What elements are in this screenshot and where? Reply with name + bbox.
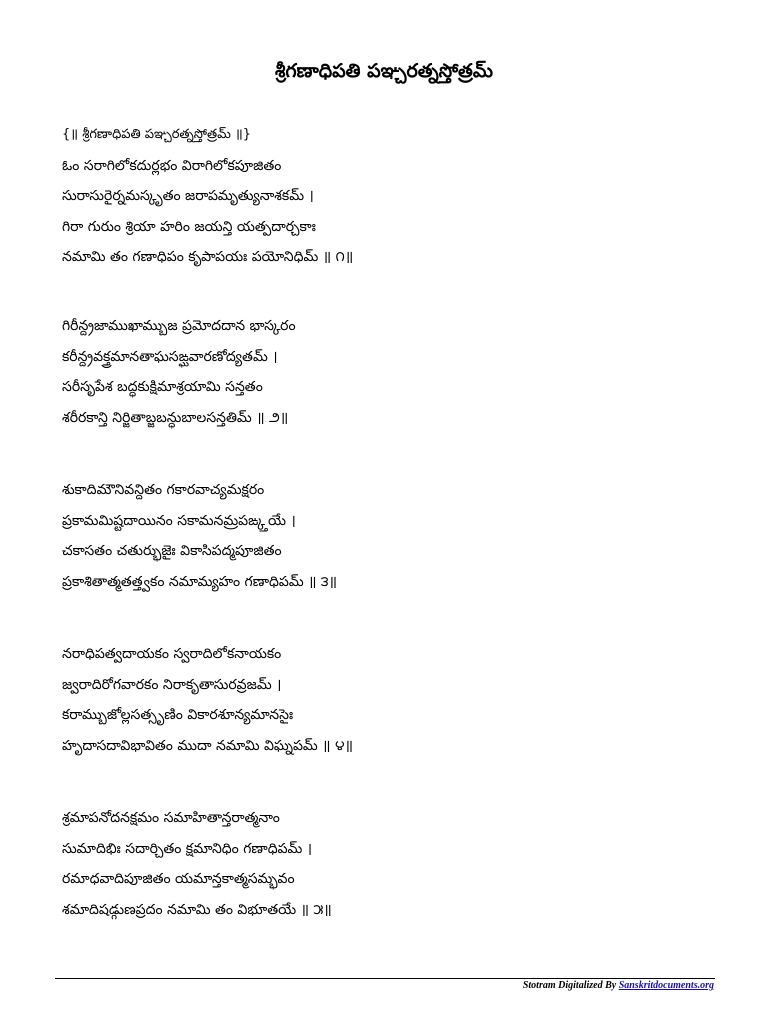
verse-1 <box>62 120 722 273</box>
verse-line: ప్రకాశితాత్మతత్త్వకం నమామ్యహం గణాధిపమ్ ॥ ౩॥ <box>62 573 337 590</box>
verse-line: కరామ్బుజోల్లసత్సృణిం వికారశూన్యమానసైః <box>62 707 294 723</box>
verse-line: శమాదిషడ్గుణప్రదం నమామి తం విభూతయే ॥ ౫॥ <box>62 901 332 918</box>
header-line: {॥ శ్రీగణాధిపతి పఞ్చరత్నస్తోత్రమ్ ॥} <box>62 127 252 142</box>
verse-line: శుకాదిమౌనివన్దితం గకారవాచ్యమక్షరం <box>62 482 265 498</box>
verse-line: సుమాదిభిః సదార్చితం క్షమానిధిం గణాధిపమ్ । <box>62 840 313 857</box>
verse-line: కరీన్ద్రవక్త్రమానతాఘసఙ్ఘవారణోద్యతమ్ । <box>62 348 278 365</box>
verse-line: సురాసురైర్నమస్కృతం జరాపమృత్యునాశకమ్ । <box>62 188 314 204</box>
verse-line: ప్రకామమిష్టదాయినం సకామనమ్రపఙ్క్తయే । <box>62 512 296 529</box>
page-title: శ్రీగణాధిపతి పఞ్చరత్నస్తోత్రమ్ <box>275 60 493 82</box>
verse-3 <box>62 475 722 597</box>
verse-line: గిరీన్ద్రజాముఖామ్బుజ ప్రమోదదాన భాస్కరం <box>62 318 296 334</box>
footer-credit: Stotram Digitalized By <box>522 980 619 991</box>
footer-divider <box>55 978 715 979</box>
verse-line: నరాధిపత్వదాయకం స్వరాదిలోకనాయకం <box>62 646 282 662</box>
verse-2 <box>62 311 722 433</box>
verse-line: నమామి తం గణాధిపం కృపాపయః పయోనిధిమ్ ॥ ౧॥ <box>62 249 354 265</box>
verse-line: చకాసతం చతుర్భుజైః వికాసిపద్మపూజితం <box>62 543 282 559</box>
footer-link[interactable]: Sanskritdocuments.org <box>618 980 714 991</box>
verse-line: జ్వరాదిరోగవారకం నిరాకృతాసురవ్రజమ్ । <box>62 676 282 693</box>
verse-line: సరీసృపేశ బద్ధకుక్షిమాశ్రయామి సన్తతం <box>62 379 263 395</box>
verse-line: గిరా గురుం శ్రియా హరిం జయన్తి యత్పదార్చకాః <box>62 218 316 235</box>
verse-4 <box>62 639 722 761</box>
verse-line: శరీరకాన్తి నిర్జితాబ్జబన్ధుబాలసన్తతిమ్ ॥ ౨॥ <box>62 409 289 426</box>
verse-line: శ్రమాపనోదనక్షమం సమాహితాన్తరాత్మనాం <box>62 810 280 826</box>
verse-line: ఓం సరాగిలోకదుర్లభం విరాగిలోకపూజితం <box>62 157 282 174</box>
verse-line: హృదాసదావిభావితం ముదా నమామి విఘ్నపమ్ ॥ ౪॥ <box>62 737 354 754</box>
verse-5 <box>62 803 722 925</box>
verse-line: రమాధవాదిపూజితం యమాన్తకాత్మసమ్భవం <box>62 871 295 887</box>
footer <box>523 980 714 991</box>
